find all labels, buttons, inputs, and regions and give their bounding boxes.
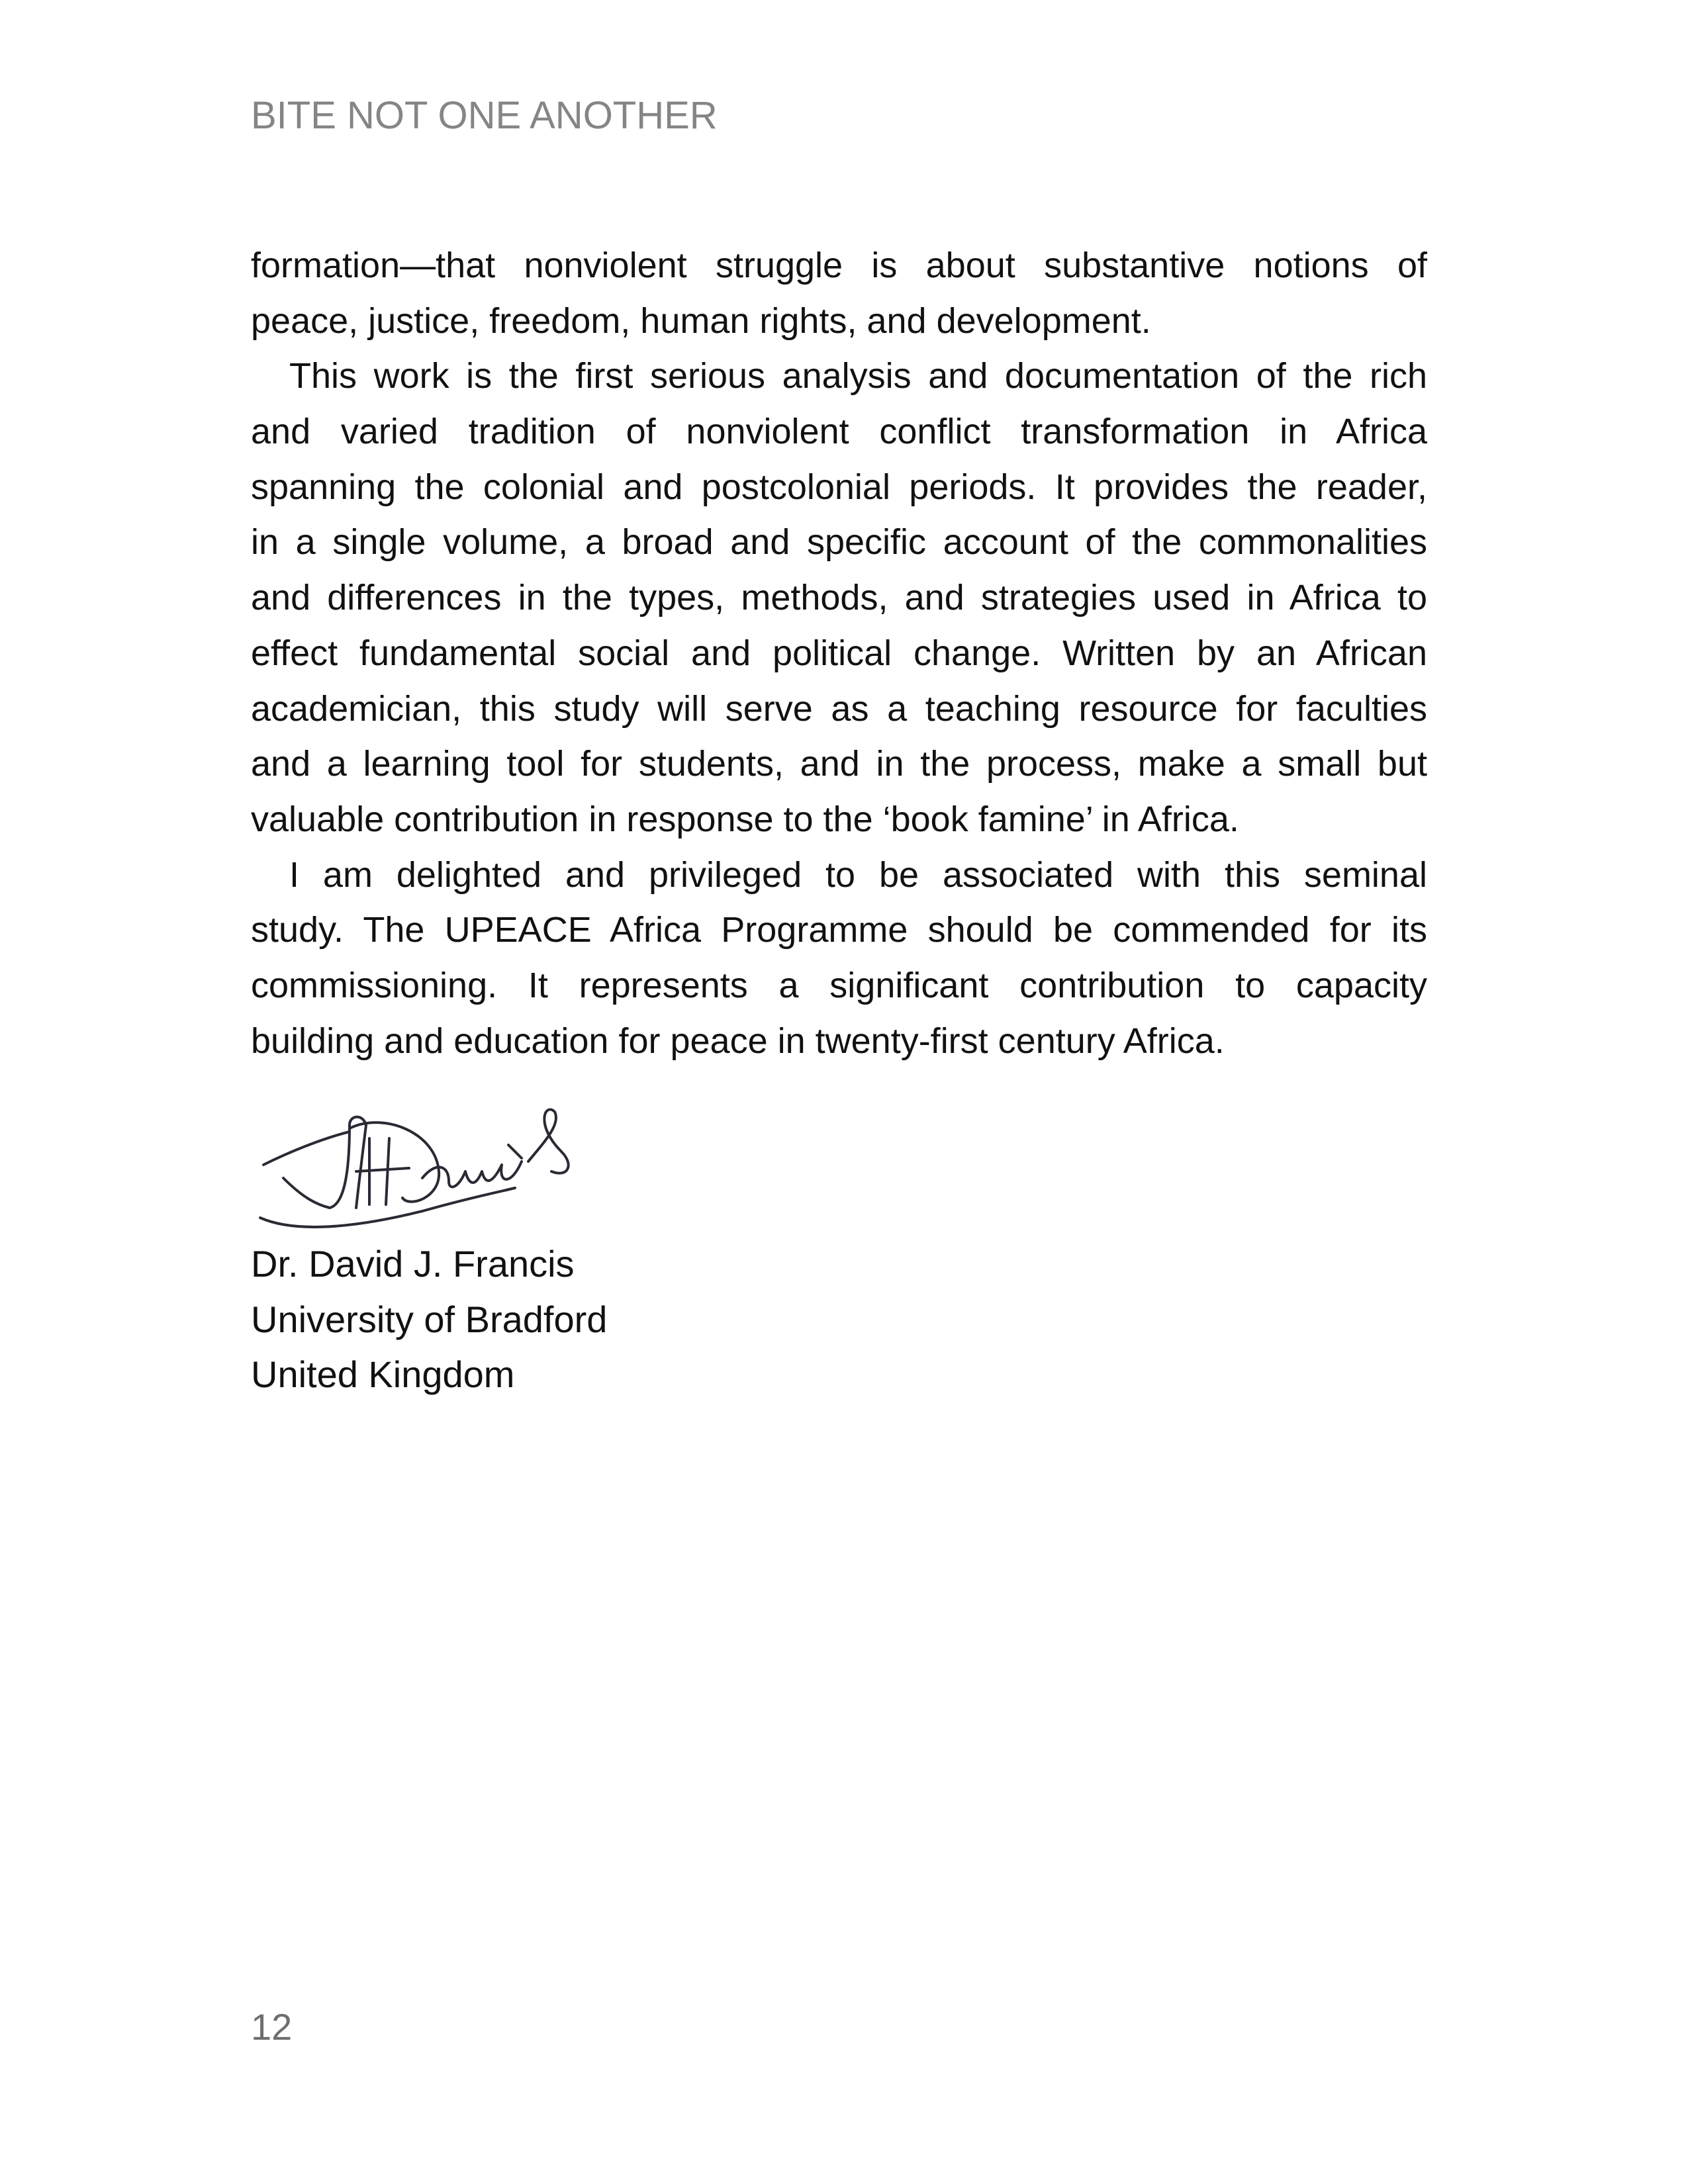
text-line: peace, justice, freedom, human rights, and development. xyxy=(251,300,1151,341)
text-line: effect fundamental social and political change. Written by an African xyxy=(251,633,1427,673)
text-line: and varied tradition of nonviolent conflict transformation in Africa xyxy=(251,412,1427,452)
signature-stroke xyxy=(263,1117,366,1208)
text-line: commissioning. It represents a significant contribution to capacity xyxy=(251,965,1427,1005)
text-line: I am delighted and privileged to be associated with this seminal xyxy=(289,854,1427,895)
signatory-name: Dr. David J. Francis xyxy=(251,1243,575,1285)
signatory-institution: University of Bradford xyxy=(251,1298,608,1340)
signatory-block xyxy=(251,1236,607,1402)
signature-stroke xyxy=(528,1109,569,1173)
page-number: 12 xyxy=(251,2006,293,2048)
text-line: academician, this study will serve as a teaching resource for faculties xyxy=(251,688,1427,729)
text-line: building and education for peace in twenty-first century Africa. xyxy=(251,1021,1225,1061)
signatory-country: United Kingdom xyxy=(251,1353,515,1396)
text-line: This work is the first serious analysis and documentation of the rich xyxy=(289,356,1427,396)
handwritten-signature xyxy=(250,1099,621,1231)
text-line: and differences in the types, methods, and strategies used in Africa to xyxy=(251,578,1427,618)
text-line: in a single volume, a broad and specific account of the commonalities xyxy=(251,522,1427,563)
text-line: valuable contribution in response to the ‘book famine’ in Africa. xyxy=(251,799,1239,839)
text-line: formation—that nonviolent struggle is about substantive notions of xyxy=(251,246,1427,285)
body-text xyxy=(251,238,1427,1069)
text-line: study. The UPEACE Africa Programme should be commended for its xyxy=(251,910,1427,950)
signature-stroke xyxy=(350,1122,439,1202)
running-head: BITE NOT ONE ANOTHER xyxy=(251,94,718,137)
text-line: and a learning tool for students, and in the process, make a small but xyxy=(251,744,1427,784)
text-line: spanning the colonial and postcolonial periods. It provides the reader, xyxy=(251,467,1427,507)
